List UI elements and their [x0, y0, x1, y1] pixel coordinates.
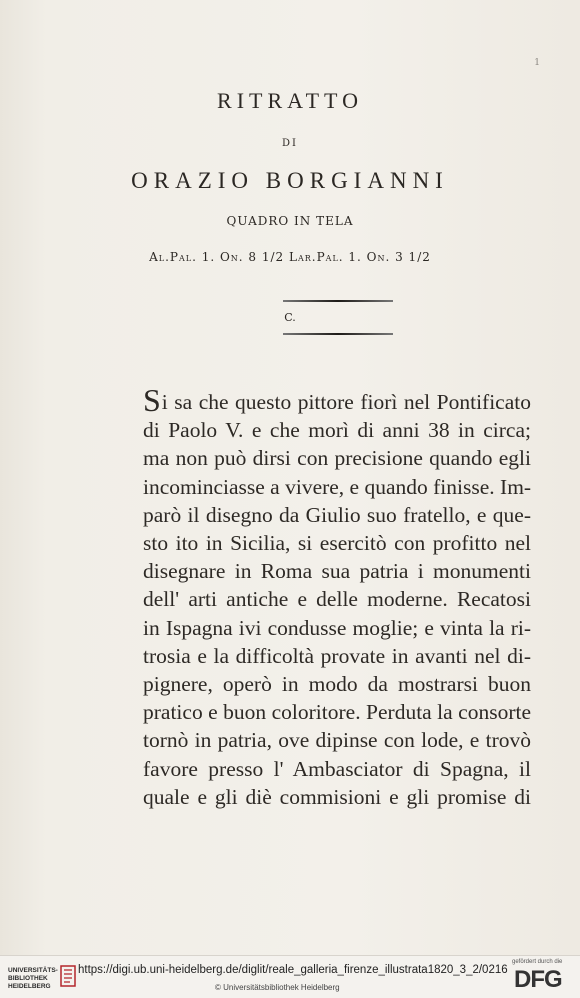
plate-letter: C. [284, 311, 296, 324]
text-line: ma non può dirsi con precisione quando egli [143, 446, 531, 471]
dfg-logo: DFG [514, 966, 562, 993]
university-seal-icon [58, 964, 80, 990]
text-line: di Paolo V. e che morì di anni 38 in circa; [143, 418, 531, 443]
page-corner-mark: 1 [534, 58, 540, 68]
text-line: pratico e buon coloritore. Perduta la consorte [143, 700, 531, 725]
text-line: quale e gli diè commisioni e gli promise di [143, 784, 531, 809]
viewer-footer [0, 955, 580, 998]
ornamental-rule-bottom [283, 333, 393, 335]
text-line: parò il disegno da Giulio suo fratello, e que- [143, 502, 531, 527]
text-line: disegnare in Roma sua patria i monumenti [143, 559, 531, 584]
text-line: trosia e la difficoltà provate in avanti nel di- [143, 643, 531, 668]
funder-label: gefördert durch die [512, 959, 563, 965]
painting-dimensions: Al.Pal. 1. On. 8 1/2 Lar.Pal. 1. On. 3 1/2 [149, 250, 431, 264]
text-line: pignere, operò in modo da mostrarsi buon [143, 672, 531, 697]
text-line: dell' arti antiche e delle moderne. Recatosi [143, 587, 531, 612]
painting-medium: QUADRO IN TELA [226, 214, 354, 228]
text-line: in Ispagna ivi condusse moglie; e vinta la ri- [143, 615, 531, 640]
text-line: sto ito in Sicilia, si esercitò con profitto nel [143, 531, 531, 556]
text-line: tornò in patria, ove dipinse con lode, e trovò [143, 728, 531, 753]
body-text [143, 382, 532, 811]
drop-cap: S [143, 382, 161, 418]
ornamental-rule-top [283, 300, 393, 302]
copyright-notice: © Universitätsbibliothek Heidelberg [215, 983, 340, 992]
text-line: Si sa che questo pittore fiorì nel Pontificato [143, 382, 531, 418]
library-name: UNIVERSITÄTS- BIBLIOTHEK HEIDELBERG [8, 967, 58, 990]
text-line: incominciasse a vivere, e quando finisse. Im- [143, 474, 532, 499]
subject-name: ORAZIO BORGIANNI [131, 168, 449, 193]
page-title: RITRATTO [217, 88, 363, 113]
title-connector: DI [282, 138, 298, 149]
text-line: favore presso l' Ambasciator di Spagna, il [143, 756, 531, 781]
permalink-url[interactable]: https://digi.ub.uni-heidelberg.de/diglit/reale_galleria_firenze_illustrata1820_3_2/0216 [78, 964, 508, 976]
